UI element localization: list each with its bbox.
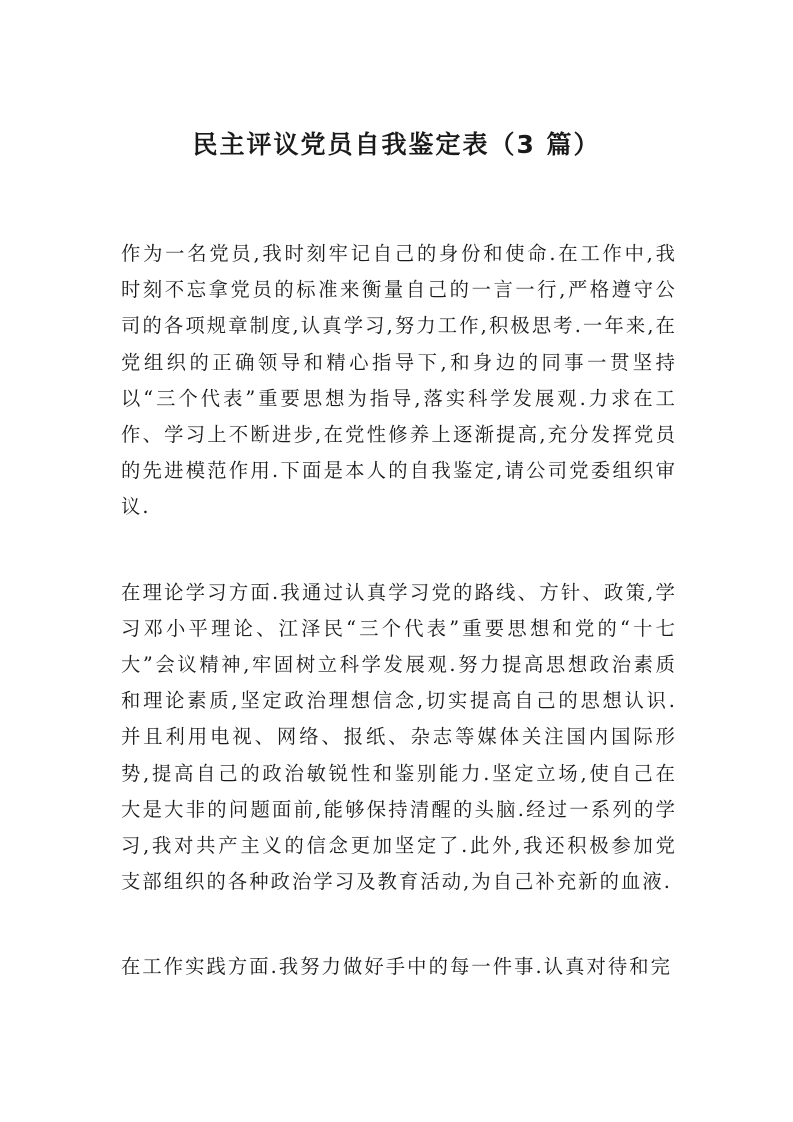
document-title: 民主评议党员自我鉴定表（3 篇） (192, 130, 601, 159)
document-body (121, 236, 677, 1035)
paragraph-theory-study: 在理论学习方面.我通过认真学习党的路线、方针、政策,学习邓小平理论、江泽民“三个代表”重要思想和党的“十七大”会议精神,牢固树立科学发展观.努力提高思想政治素质和理论素质,坚定政治理想信念,切实提高自己的思想认识.并且利用电视、网络、报纸、杂志等媒体关注国内国际形势,提高自己的政治敏锐性和鉴别能力.坚定立场,使自己在大是大非的问题面前,能够保持清醒的头脑.经过一系列的学习,我对共产主义的信念更加坚定了.此外,我还积极参加党支部组织的各种政治学习及教育活动,为自己补充新的血液. (121, 580, 677, 894)
paragraph-work-practice: 在工作实践方面.我努力做好手中的每一件事.认真对待和完 (121, 955, 672, 979)
paragraph-intro: 作为一名党员,我时刻牢记自己的身份和使命.在工作中,我时刻不忘拿党员的标准来衡量自己的一言一行,严格遵守公司的各项规章制度,认真学习,努力工作,积极思考.一年来,在党组织的正确领导和精心指导下,和身边的同事一贯坚持以“三个代表”重要思想为指导,落实科学发展观.力求在工作、学习上不断进步,在党性修养上逐渐提高,充分发挥党员的先进模范作用.下面是本人的自我鉴定,请公司党委组织审议. (121, 242, 677, 519)
